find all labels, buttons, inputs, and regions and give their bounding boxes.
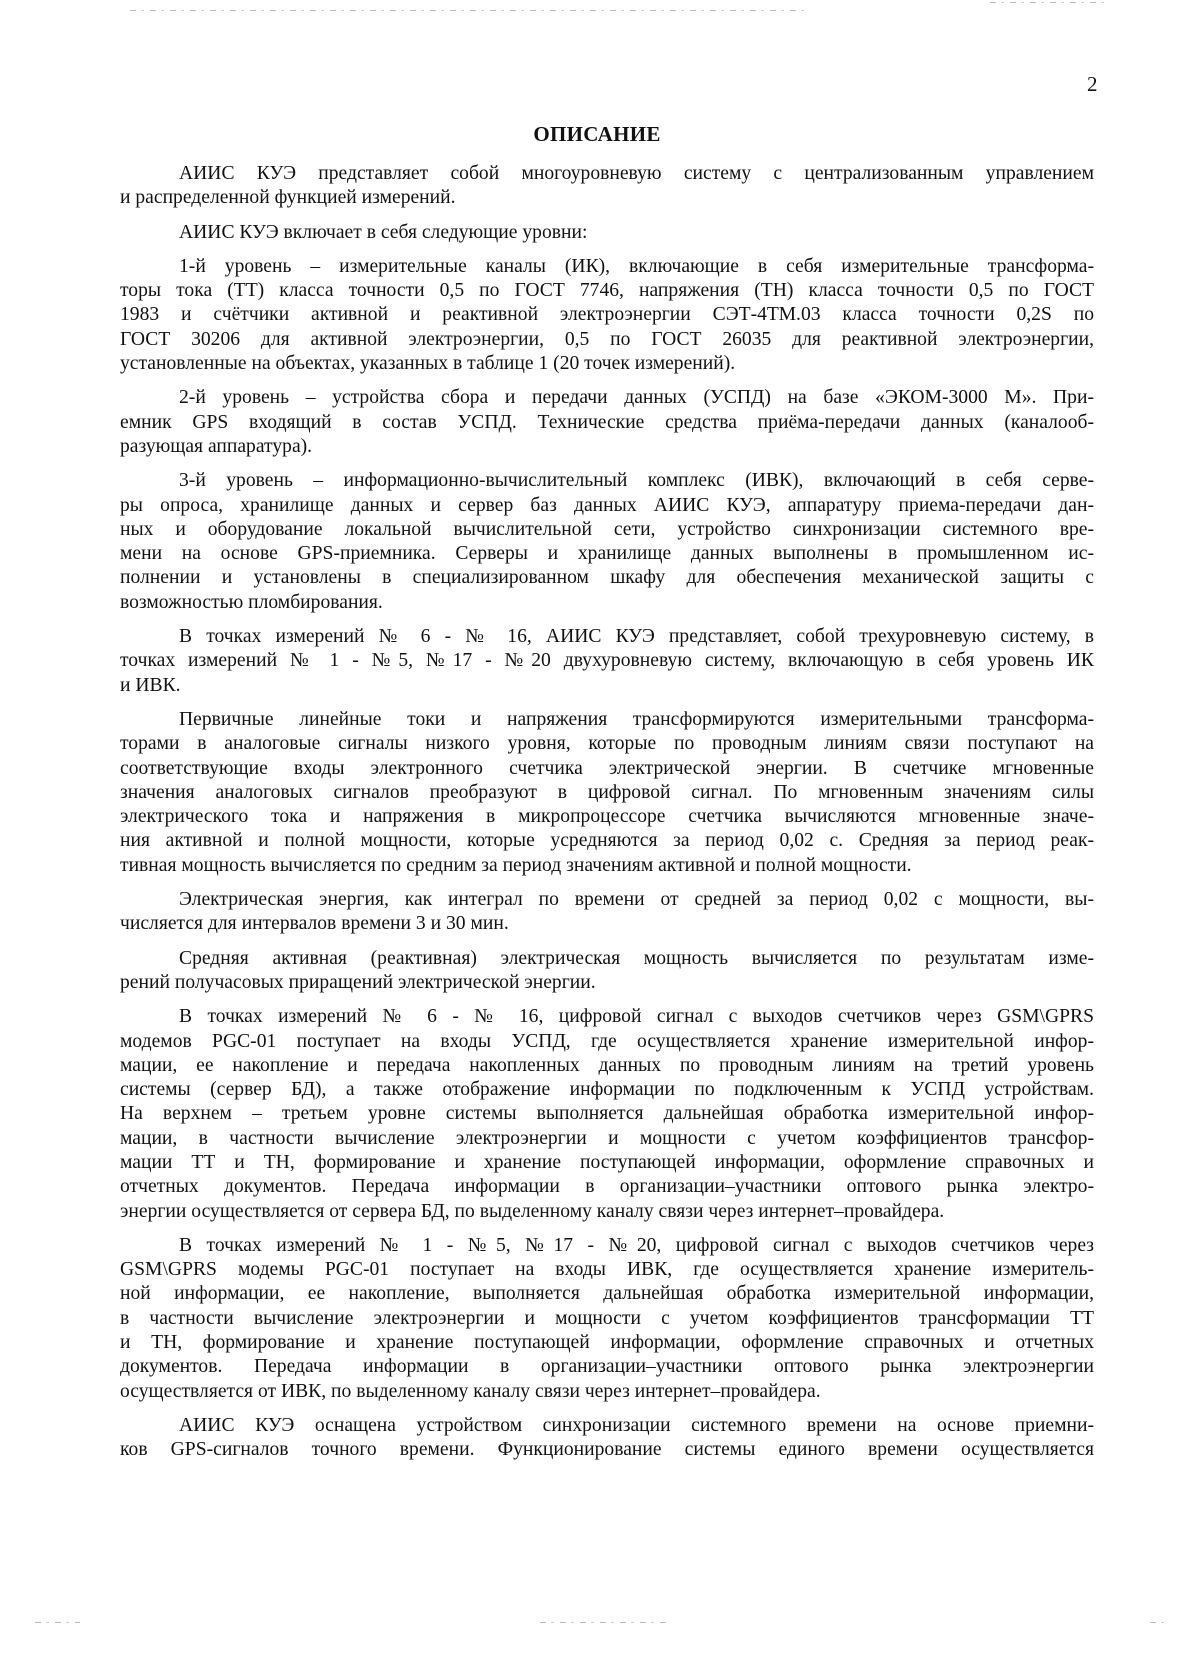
text-line: и ТН, формирование и хранение поступающей информации, оформление справочных и отчетных [120, 1332, 1094, 1354]
text-line: 3-й уровень – информационно-вычислительный комплекс (ИВК), включающий в себя серве- [179, 470, 1094, 492]
text-line: установленные на объектах, указанных в таблице 1 (20 точек измерений). [120, 353, 736, 375]
text-line: разующая аппаратура). [120, 435, 313, 457]
text-line: отчетных документов. Передача информации в организации–участники оптового рынка электро- [120, 1176, 1094, 1198]
text-line: точках измерений № 1 - №5, №17 - №20 двухуровневую систему, включающую в себя уровень ИК [120, 650, 1094, 672]
text-line: АИИС КУЭ включает в себя следующие уровни: [179, 221, 588, 243]
text-line: торы тока (ТТ) класса точности 0,5 по ГОСТ 7746, напряжения (ТН) класса точности 0,5 по ГОСТ [120, 280, 1094, 302]
paragraph-time-sync [120, 1414, 1094, 1463]
page-number: 2 [1087, 72, 1098, 96]
text-line: мени на основе GPS-приемника. Серверы и хранилище данных выполнены в промышленном ис- [120, 543, 1094, 565]
text-line: GSM\GPRS модемы PGC-01 поступает на входы ИВК, где осуществляется хранение измеритель- [120, 1259, 1094, 1281]
text-line: ГОСТ 30206 для активной электроэнергии, 0,5 по ГОСТ 26035 для реактивной электроэнергии, [120, 328, 1094, 350]
text-line: ных и оборудование локальной вычислительной сети, устройство синхронизации системного вре- [120, 518, 1094, 540]
text-line: тивная мощность вычисляется по средним за период значениям активной и полной мощности. [120, 854, 912, 876]
paragraph-intro [120, 162, 1094, 211]
text-line: ной информации, ее накопление, выполняется дальнейшая обработка измерительной информации, [120, 1283, 1094, 1305]
text-line: емник GPS входящий в состав УСПД. Технические средства приёма-передачи данных (каналооб- [120, 411, 1094, 433]
text-line: АИИС КУЭ представляет собой многоуровневую систему с централизованным управлением [179, 163, 1094, 184]
paragraph-level-1 [120, 255, 1094, 376]
text-line: мации, ее накопление и передача накопленных данных по проводным линиям на третий уровень [120, 1054, 1094, 1076]
paragraph-level-2 [120, 386, 1094, 459]
text-line: рений получасовых приращений электрической энергии. [120, 971, 596, 993]
paragraph-energy-integral [120, 888, 1094, 937]
text-line: модемов PGC-01 поступает на входы УСПД, где осуществляется хранение измерительной инфор- [120, 1030, 1094, 1052]
text-line: На верхнем – третьем уровне системы выполняется дальнейшая обработка измерительной инфор- [120, 1103, 1094, 1125]
scan-artifact-bottom-right [1150, 1622, 1170, 1623]
text-line: В точках измерений № 1 - №5, №17 - №20, цифровой сигнал с выходов счетчиков через [179, 1234, 1094, 1256]
page-title: ОПИСАНИЕ [533, 122, 661, 146]
text-line: Электрическая энергия, как интеграл по времени от средней за период 0,02 с мощности, вы- [179, 889, 1094, 911]
text-line: ков GPS-сигналов точного времени. Функционирование системы единого времени осуществляется [120, 1439, 1094, 1461]
scan-artifact-bottom-center [540, 1622, 670, 1623]
text-line: мации, в частности вычисление электроэнергии и мощности с учетом коэффициентов трансфор- [120, 1127, 1094, 1149]
text-line: возможностью пломбирования. [120, 591, 383, 613]
scan-artifact-top-right [990, 2, 1110, 3]
text-line: и ИВК. [120, 674, 181, 696]
text-line: полнении и установлены в специализированном шкафу для обеспечения механической защиты с [120, 567, 1094, 589]
paragraph-points-1-5-17-20 [120, 1234, 1094, 1404]
text-line: энергии осуществляется от сервера БД, по выделенному каналу связи через интернет–провайдера. [120, 1200, 945, 1222]
text-line: ры опроса, хранилище данных и сервер баз данных АИИС КУЭ, аппаратуру приема-передачи дан- [120, 494, 1094, 516]
text-line: соответствующие входы электронного счетчика электрической энергии. В счетчике мгновенные [120, 757, 1094, 779]
text-line: торами в аналоговые сигналы низкого уровня, которые по проводным линиям связи поступают на [120, 733, 1094, 755]
text-line: и распределенной функцией измерений. [120, 187, 456, 209]
text-line: документов. Передача информации в организации–участники оптового рынка электроэнергии [120, 1356, 1094, 1378]
paragraph-level-3 [120, 469, 1094, 615]
document-body [120, 162, 1094, 1473]
text-line: В точках измерений № 6 - № 16, цифровой сигнал с выходов счетчиков через GSM\GPRS [179, 1006, 1094, 1028]
text-line: ния активной и полной мощности, которые усредняются за период 0,02 с. Средняя за период реак- [120, 830, 1094, 852]
paragraph-measurement-points [120, 625, 1094, 698]
text-line: в частности вычисление электроэнергии и мощности с учетом коэффициентов трансформации ТТ [120, 1307, 1094, 1329]
text-line: Первичные линейные токи и напряжения трансформируются измерительными трансформа- [179, 708, 1094, 730]
text-line: В точках измерений № 6 - № 16, АИИС КУЭ представляет, собой трехуровневую систему, в [179, 626, 1094, 648]
paragraph-levels-intro [120, 221, 1094, 245]
paragraph-average-power [120, 947, 1094, 996]
text-line: значения аналоговых сигналов преобразуют в цифровой сигнал. По мгновенным значениям силы [120, 781, 1094, 803]
text-line: системы (сервер БД), а также отображение информации по подключенным к УСПД устройствам. [120, 1079, 1094, 1101]
text-line: электрического тока и напряжения в микропроцессоре счетчика вычисляются мгновенные значе- [120, 806, 1094, 828]
text-line: 1983 и счётчики активной и реактивной электроэнергии СЭТ-4ТМ.03 класса точности 0,2S по [120, 304, 1094, 326]
text-line: мации ТТ и ТН, формирование и хранение поступающей информации, оформление справочных и [120, 1151, 1094, 1173]
paragraph-signal-conversion [120, 708, 1094, 878]
text-line: 1-й уровень – измерительные каналы (ИК), включающие в себя измерительные трансформа- [179, 255, 1094, 277]
scan-artifact-bottom-left [35, 1622, 80, 1623]
text-line: числяется для интервалов времени 3 и 30 мин. [120, 913, 509, 935]
text-line: АИИС КУЭ оснащена устройством синхронизации системного времени на основе приемни- [179, 1414, 1094, 1436]
text-line: 2-й уровень – устройства сбора и передачи данных (УСПД) на базе «ЭКОМ-3000 М». При- [179, 387, 1094, 409]
scan-artifact-top [130, 10, 810, 11]
text-line: осуществляется от ИВК, по выделенному каналу связи через интернет–провайдера. [120, 1380, 821, 1402]
paragraph-points-6-16 [120, 1005, 1094, 1224]
text-line: Средняя активная (реактивная) электрическая мощность вычисляется по результатам изме- [179, 947, 1094, 969]
